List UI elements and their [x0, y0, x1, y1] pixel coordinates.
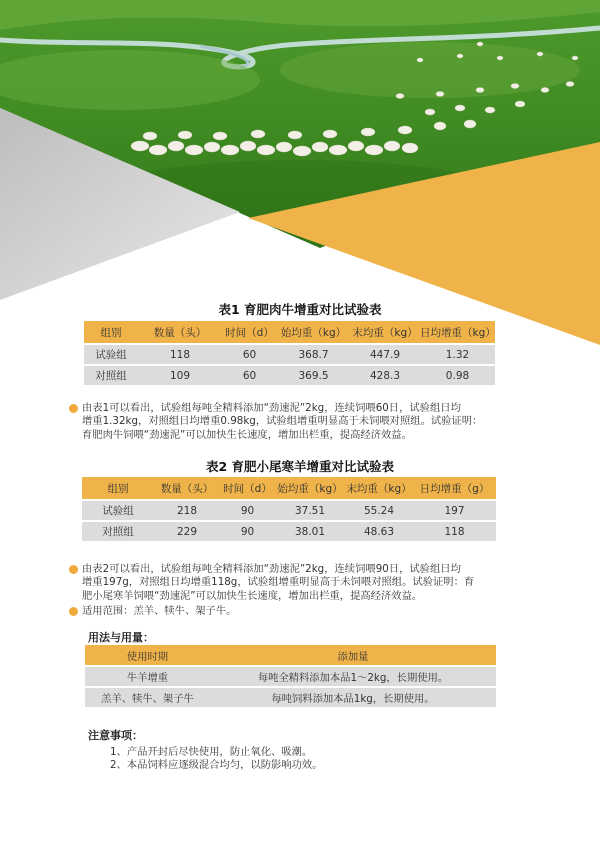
- column-header: 数量（头）: [154, 477, 220, 499]
- table-cell: 368.7: [277, 345, 350, 364]
- note-line: 增重1.32kg，对照组日均增重0.98kg，试验组增重明显高于未饲喂对照组。试验证明：: [82, 415, 483, 428]
- table-cell: 369.5: [277, 366, 350, 385]
- column-header: 末均重（kg）: [350, 321, 420, 343]
- table-cell: 55.24: [345, 501, 413, 520]
- table-cell: 48.63: [345, 522, 413, 541]
- column-header: 添加量: [210, 645, 496, 665]
- table-cell: 1.32: [420, 345, 495, 364]
- column-header: 始均重（kg）: [277, 321, 350, 343]
- table-cell: 对照组: [82, 522, 154, 541]
- table-cell: 60: [222, 345, 277, 364]
- usage-table: [85, 643, 496, 709]
- table-cell: 试验组: [84, 345, 138, 364]
- table-cell: 218: [154, 501, 220, 520]
- table1-analysis-note: [82, 402, 512, 442]
- table-cell: 每吨饲料添加本品1kg，长期使用。: [210, 688, 496, 707]
- table-cell: 试验组: [82, 501, 154, 520]
- table-cell: 447.9: [350, 345, 420, 364]
- scope-text: 适用范围：羔羊、犊牛、架子牛。: [82, 605, 237, 617]
- table-cell: 60: [222, 366, 277, 385]
- table-header-row: [82, 477, 496, 499]
- table-header-row: [84, 321, 495, 343]
- note-line: 肥小尾寒羊饲喂“劲速泥”可以加快生长速度，增加出栏重，提高经济效益。: [82, 589, 423, 602]
- column-header: 始均重（kg）: [275, 477, 345, 499]
- caution-item: 2、本品饲料应逐级混合均匀，以防影响功效。: [110, 759, 323, 771]
- table-cell: 118: [413, 522, 496, 541]
- table-cell: 229: [154, 522, 220, 541]
- table-cell: 对照组: [84, 366, 138, 385]
- table-cell: 每吨全精料添加本品1～2kg，长期使用。: [210, 667, 496, 686]
- bullet-dot-icon: [69, 565, 78, 574]
- table-cell: 428.3: [350, 366, 420, 385]
- table-header-row: [85, 645, 496, 665]
- table-row: [85, 667, 496, 686]
- column-header: 组别: [82, 477, 154, 499]
- column-header: 组别: [84, 321, 138, 343]
- table2: [82, 475, 496, 543]
- table-row: [85, 688, 496, 707]
- table1: [84, 319, 495, 387]
- table-cell: 38.01: [275, 522, 345, 541]
- column-header: 数量（头）: [138, 321, 222, 343]
- note-line: 增重197g，对照组日均增重118g，试验组增重明显高于未饲喂对照组。试验证明：育: [82, 576, 475, 589]
- column-header: 日均增重（g）: [413, 477, 496, 499]
- table-row: [84, 366, 495, 385]
- table-cell: 197: [413, 501, 496, 520]
- table-cell: 118: [138, 345, 222, 364]
- table2-analysis-note: [82, 563, 512, 603]
- table-cell: 37.51: [275, 501, 345, 520]
- note-line: 由表2可以看出，试验组每吨全精料添加“劲速泥”2kg，连续饲喂90日，试验组日均: [82, 563, 461, 575]
- table-row: [82, 522, 496, 541]
- table-row: [84, 345, 495, 364]
- cautions-title: 注意事项：: [88, 729, 143, 742]
- column-header: 末均重（kg）: [345, 477, 413, 499]
- table-cell: 0.98: [420, 366, 495, 385]
- grassland-sheep-photo: [0, 0, 600, 350]
- column-header: 使用时期: [85, 645, 210, 665]
- table-cell: 牛羊增重: [85, 667, 210, 686]
- column-header: 时间（d）: [222, 321, 277, 343]
- table-cell: 90: [220, 501, 275, 520]
- bullet-dot-icon: [69, 607, 78, 616]
- table-cell: 109: [138, 366, 222, 385]
- caution-item: 1、产品开封后尽快使用，防止氧化、吸潮。: [110, 746, 313, 758]
- column-header: 日均增重（kg）: [420, 321, 495, 343]
- table1-title: 表1 育肥肉牛增重对比试验表: [218, 302, 382, 317]
- note-line: 由表1可以看出，试验组每吨全精料添加“劲速泥”2kg，连续饲喂60日，试验组日均: [82, 402, 461, 414]
- bullet-dot-icon: [69, 404, 78, 413]
- column-header: 时间（d）: [220, 477, 275, 499]
- scope-note: [82, 605, 512, 618]
- table-row: [82, 501, 496, 520]
- table-cell: 羔羊、犊牛、架子牛: [85, 688, 210, 707]
- note-line: 育肥肉牛饲喂“劲速泥”可以加快生长速度，增加出栏重，提高经济效益。: [82, 428, 412, 441]
- table-cell: 90: [220, 522, 275, 541]
- table2-title: 表2 育肥小尾寒羊增重对比试验表: [205, 459, 395, 474]
- usage-title: 用法与用量：: [88, 631, 154, 644]
